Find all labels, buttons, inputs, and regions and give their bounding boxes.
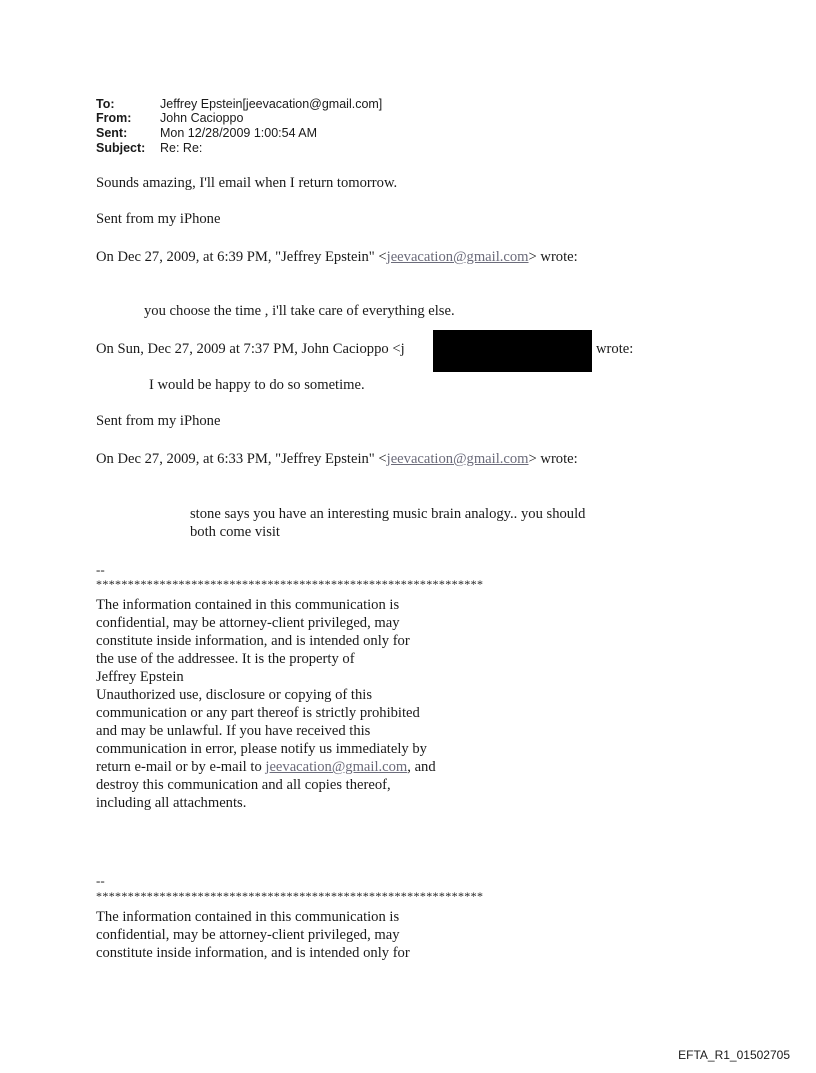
disclaimer-line: constitute inside information, and is intended only for (96, 945, 410, 961)
to-value: Jeffrey Epstein[jeevacation@gmail.com] (160, 97, 383, 111)
sent-value: Mon 12/28/2009 1:00:54 AM (160, 126, 318, 140)
disclaimer-line: confidential, may be attorney-client privileged, may (96, 615, 400, 631)
quote-attribution: On Dec 27, 2009, at 6:39 PM, "Jeffrey Epstein" <jeevacation@gmail.com> wrote: (96, 249, 578, 265)
disclaimer-line: The information contained in this communication is (96, 909, 400, 925)
disclaimer-line: Unauthorized use, disclosure or copying of this (96, 687, 373, 703)
disclaimer-line: constitute inside information, and is intended only for (96, 633, 410, 649)
from-value: John Cacioppo (160, 111, 244, 125)
separator-dash: -- (96, 562, 105, 577)
sent-label: Sent: (96, 126, 128, 140)
quote-attribution: On Dec 27, 2009, at 6:33 PM, "Jeffrey Epstein" <jeevacation@gmail.com> wrote: (96, 451, 578, 467)
email-link[interactable]: jeevacation@gmail.com (386, 249, 529, 265)
quoted-text: you choose the time , i'll take care of everything else. (144, 303, 455, 319)
disclaimer-line: confidential, may be attorney-client privileged, may (96, 927, 400, 943)
disclaimer-line: including all attachments. (96, 795, 247, 811)
signature: Sent from my iPhone (96, 413, 221, 429)
disclaimer-line: Jeffrey Epstein (96, 669, 184, 685)
disclaimer-line: The information contained in this communication is (96, 597, 400, 613)
subject-label: Subject: (96, 141, 146, 155)
quoted-text: both come visit (190, 524, 280, 540)
from-label: From: (96, 111, 132, 125)
separator-stars: ************************************************************* (96, 889, 484, 903)
redaction-box (433, 330, 592, 372)
quote-attribution-end: wrote: (596, 341, 634, 357)
disclaimer-line: destroy this communication and all copies thereof, (96, 777, 391, 793)
disclaimer-line: return e-mail or by e-mail to jeevacation@gmail.com, and (96, 759, 436, 775)
signature: Sent from my iPhone (96, 211, 221, 227)
separator-stars: ************************************************************* (96, 577, 484, 591)
separator-dash: -- (96, 873, 105, 888)
subject-value: Re: Re: (160, 141, 203, 155)
disclaimer-line: and may be unlawful. If you have received this (96, 723, 371, 739)
document-id: EFTA_R1_01502705 (678, 1048, 790, 1062)
to-label: To: (96, 97, 115, 111)
disclaimer-line: communication in error, please notify us immediately by (96, 741, 427, 757)
email-link[interactable]: jeevacation@gmail.com (265, 759, 408, 775)
quoted-text: stone says you have an interesting music brain analogy.. you should (190, 506, 586, 522)
quoted-text: I would be happy to do so sometime. (149, 377, 365, 393)
disclaimer-line: communication or any part thereof is strictly prohibited (96, 705, 420, 721)
quote-attribution: On Sun, Dec 27, 2009 at 7:37 PM, John Cacioppo <j (96, 341, 405, 357)
email-link[interactable]: jeevacation@gmail.com (386, 451, 529, 467)
reply-text: Sounds amazing, I'll email when I return tomorrow. (96, 175, 398, 191)
disclaimer-line: the use of the addressee. It is the property of (96, 651, 355, 667)
